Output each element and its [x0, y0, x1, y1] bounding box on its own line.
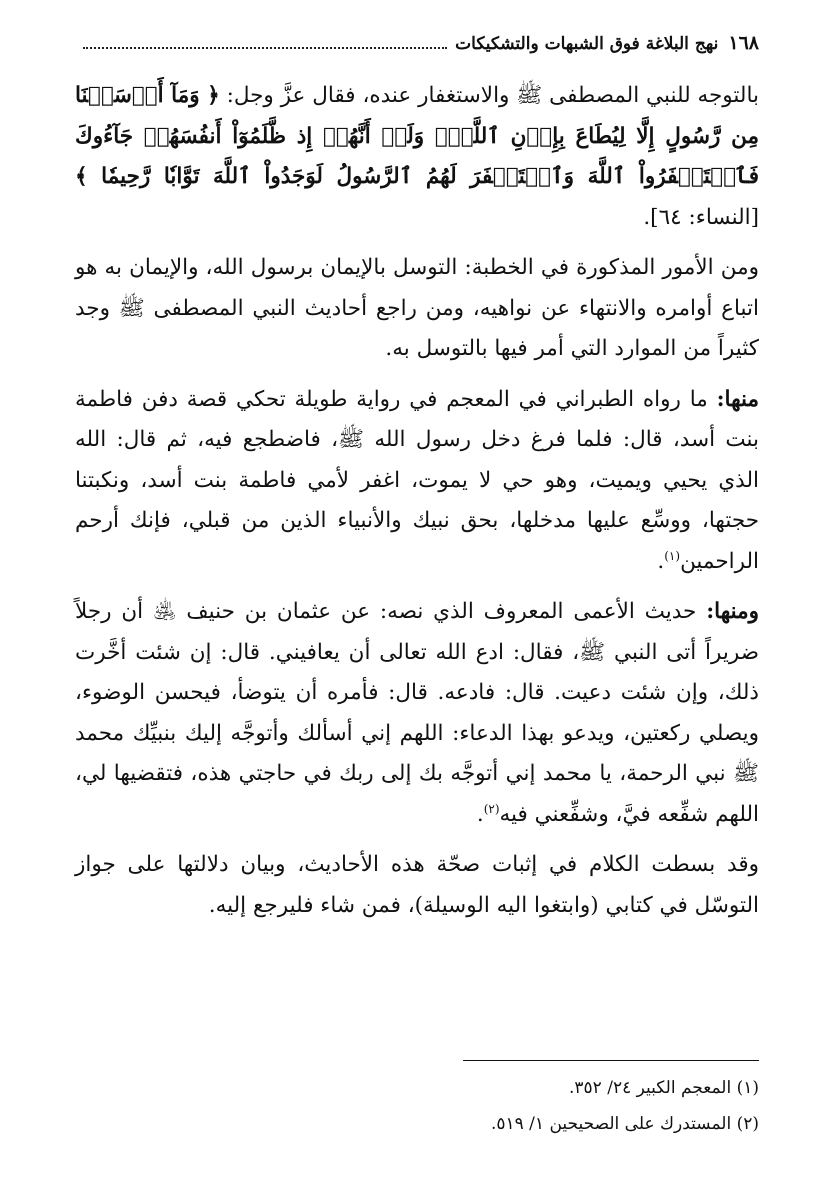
paragraph-3-text: ما رواه الطبراني في المعجم في رواية طويلة تحكي قصة دفن فاطمة بنت أسد، قال: فلما فرغ دخل رسول الله ﷺ، فاضطجع فيه، ثم قال: الله الذي يحيي ويميت، وهو حي لا يموت، اغفر لأمي فاطمة بنت أسد، ونكبتنا حجتها، ووسِّع عليها مدخلها، بحق نبيك والأنبياء الذين من قبلي، فإنك أرحم الراحمين: [75, 386, 759, 574]
page-number: ١٦٨: [728, 32, 759, 54]
footnote-1: (١) المعجم الكبير ٢٤/ ٣٥٢.: [569, 1078, 759, 1098]
footnote-ref-2[interactable]: (٢): [483, 801, 500, 816]
paragraph-2-text: ومن الأمور المذكورة في الخطبة: التوسل بالإيمان برسول الله، والإيمان به هو اتباع أوامره والانتهاء عن نواهيه، ومن راجع أحاديث النبي المصطفى ﷺ وجد كثيراً من الموارد التي أمر فيها بالتوسل به.: [75, 255, 759, 361]
paragraph-4-end: .: [476, 801, 484, 827]
verse-reference: [النساء: ٦٤].: [643, 204, 759, 230]
page-header: [75, 32, 759, 62]
paragraph-5: [75, 845, 759, 926]
paragraph-2: [75, 248, 759, 370]
footnotes: [75, 1070, 759, 1142]
paragraph-3-lead: منها:: [716, 386, 759, 412]
header-dot-leader: [83, 46, 447, 49]
paragraph-4-text: حديث الأعمى المعروف الذي نصه: عن عثمان بن حنيف ﵁ أن رجلاً ضريراً أتى النبي ﷺ، فقال: ادع الله تعالى أن يعافيني. قال: إن شئت أخَّرت ذلك، وإن شئت دعيت. قال: فادعه. قال: فأمره أن يتوضأ، فيحسن الوضوء، ويصلي ركعتين، ويدعو بهذا الدعاء: اللهم إني أسألك وأتوجَّه إليك بنبيِّك محمد ﷺ نبي الرحمة، يا محمد إني أتوجَّه بك إلى ربك في حاجتي هذه، فتقضيها لي، اللهم شفِّعه فيَّ، وشفِّعني فيه: [75, 599, 759, 827]
paragraph-3: [75, 380, 759, 583]
body-text: [75, 76, 759, 936]
running-title: نهج البلاغة فوق الشبهات والتشكيكات: [455, 34, 719, 54]
paragraph-5-text: وقد بسطت الكلام في إثبات صحّة هذه الأحاديث، وبيان دلالتها على جواز التوسّل في كتابي (وابتغوا اليه الوسيلة)، فمن شاء فليرجع إليه.: [75, 852, 759, 918]
paragraph-4-lead: ومنها:: [706, 599, 759, 624]
paragraph-4: [75, 592, 759, 835]
footnote-separator: [463, 1060, 759, 1061]
paragraph-1-text: بالتوجه للنبي المصطفى ﷺ والاستغفار عنده، فقال عزَّ وجل:: [219, 83, 759, 108]
paragraph-3-end: .: [657, 548, 665, 574]
footnote-2: (٢) المستدرك على الصحيحين ١/ ٥١٩.: [490, 1114, 759, 1134]
footnote-ref-1[interactable]: (١): [664, 548, 681, 563]
quran-verse: ﴿ وَمَآ أَرۡسَلۡنَا مِن رَّسُولٍ إِلَّا لِيُطَاعَ بِإِذۡنِ ٱللَّهِۚ وَلَوۡ أَنَّهُمۡ إِذ ظَّلَمُوٓاْ أَنفُسَهُمۡ جَآءُوكَ فَٱسۡتَغۡفَرُواْ ٱللَّهَ وَٱسۡتَغۡفَرَ لَهُمُ ٱلرَّسُولُ لَوَجَدُواْ ٱللَّهَ تَوَّابٗا رَّحِيمٗا ﴾: [75, 83, 759, 189]
paragraph-1: [75, 76, 759, 238]
